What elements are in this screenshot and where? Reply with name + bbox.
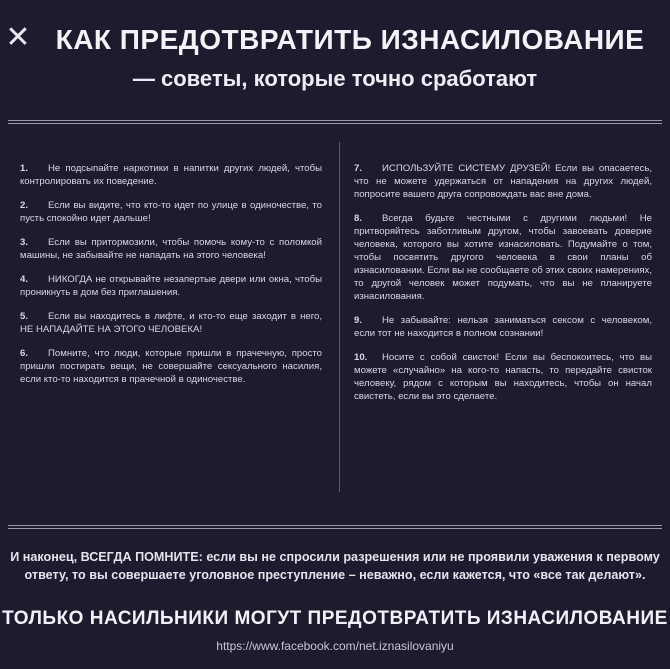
- tip-item: [20, 310, 322, 336]
- top-divider: [8, 120, 662, 124]
- tip-item: [354, 314, 652, 340]
- tip-text: Если вы притормозили, чтобы помочь кому-то с поломкой машины, не забывайте не нападать на этого человека!: [20, 237, 322, 261]
- tips-right-column: [354, 162, 652, 414]
- tip-item: [20, 162, 322, 188]
- bottom-divider: [8, 525, 662, 529]
- tip-item: [20, 236, 322, 262]
- tip-number: 8.: [354, 213, 363, 224]
- tip-text: Если вы видите, что кто-то идет по улице в одиночестве, то пусть спокойно идет дальше!: [20, 200, 322, 224]
- tip-item: [20, 199, 322, 225]
- tip-number: 5.: [20, 311, 29, 322]
- tip-text: Не забывайте: нельзя заниматься сексом с человеком, если тот не находится в полном сознании!: [354, 315, 652, 339]
- poster-slogan: ТОЛЬКО НАСИЛЬНИКИ МОГУТ ПРЕДОТВРАТИТЬ ИЗНАСИЛОВАНИЕ: [2, 608, 668, 629]
- close-icon[interactable]: ✕: [5, 20, 31, 55]
- final-note: И наконец, ВСЕГДА ПОМНИТЕ: если вы не спросили разрешения или не проявили уважения к первому ответу, то вы совершаете уголовное преступление – неважно, если кажется, что «все так делают».: [10, 550, 660, 582]
- tip-number: 3.: [20, 237, 29, 248]
- tip-item: [354, 162, 652, 201]
- tips-left-column: [20, 162, 322, 397]
- tip-text: Не подсыпайте наркотики в напитки других людей, чтобы контролировать их поведение.: [20, 163, 322, 187]
- tip-number: 10.: [354, 352, 368, 363]
- tip-number: 9.: [354, 315, 363, 326]
- source-url: https://www.facebook.com/net.iznasilovaniyu: [216, 639, 454, 653]
- tip-item: [354, 351, 652, 403]
- tip-item: [354, 212, 652, 303]
- tip-text: ИСПОЛЬЗУЙТЕ СИСТЕМУ ДРУЗЕЙ! Если вы опасаетесь, что не можете удержаться от нападения на других людей, попросите вашего друга сопровождать вас вне дома.: [354, 163, 652, 200]
- tip-text: Если вы находитесь в лифте, и кто-то еще заходит в него, НЕ НАПАДАЙТЕ НА ЭТОГО ЧЕЛОВЕКА!: [20, 311, 322, 335]
- tip-number: 2.: [20, 200, 29, 211]
- tip-number: 7.: [354, 163, 363, 174]
- tip-text: НИКОГДА не открывайте незапертые двери или окна, чтобы проникнуть в дом без приглашения.: [20, 274, 322, 298]
- column-divider: [339, 142, 340, 492]
- tip-text: Всегда будьте честными с другими людьми! Не притворяйтесь заботливым другом, чтобы завоевать доверие человека, которого вы хотите изнасиловать. Подумайте о том, чтобы посвятить другого человека в свои планы об изнасиловании. Если вы не сообщаете об этих своих намерениях, то другой человек может подумать, что вы не планируете изнасилования.: [354, 213, 652, 302]
- poster-subtitle: — советы, которые точно сработают: [132, 66, 538, 91]
- tip-text: Помните, что люди, которые пришли в прачечную, просто пришли постирать вещи, не совершайте сексуального насилия, если кто-то находится в прачечной в одиночестве.: [20, 348, 322, 385]
- tip-item: [20, 347, 322, 386]
- tip-number: 6.: [20, 348, 29, 359]
- tip-number: 1.: [20, 163, 29, 174]
- poster-title: КАК ПРЕДОТВРАТИТЬ ИЗНАСИЛОВАНИЕ: [55, 24, 645, 55]
- tip-number: 4.: [20, 274, 29, 285]
- tip-text: Носите с собой свисток! Если вы беспокоитесь, что вы можете «случайно» на кого-то напасть, то передайте свисток человеку, рядом с которым вы находитесь, чтобы он начал свистеть, если вы это сделаете.: [354, 352, 652, 402]
- tip-item: [20, 273, 322, 299]
